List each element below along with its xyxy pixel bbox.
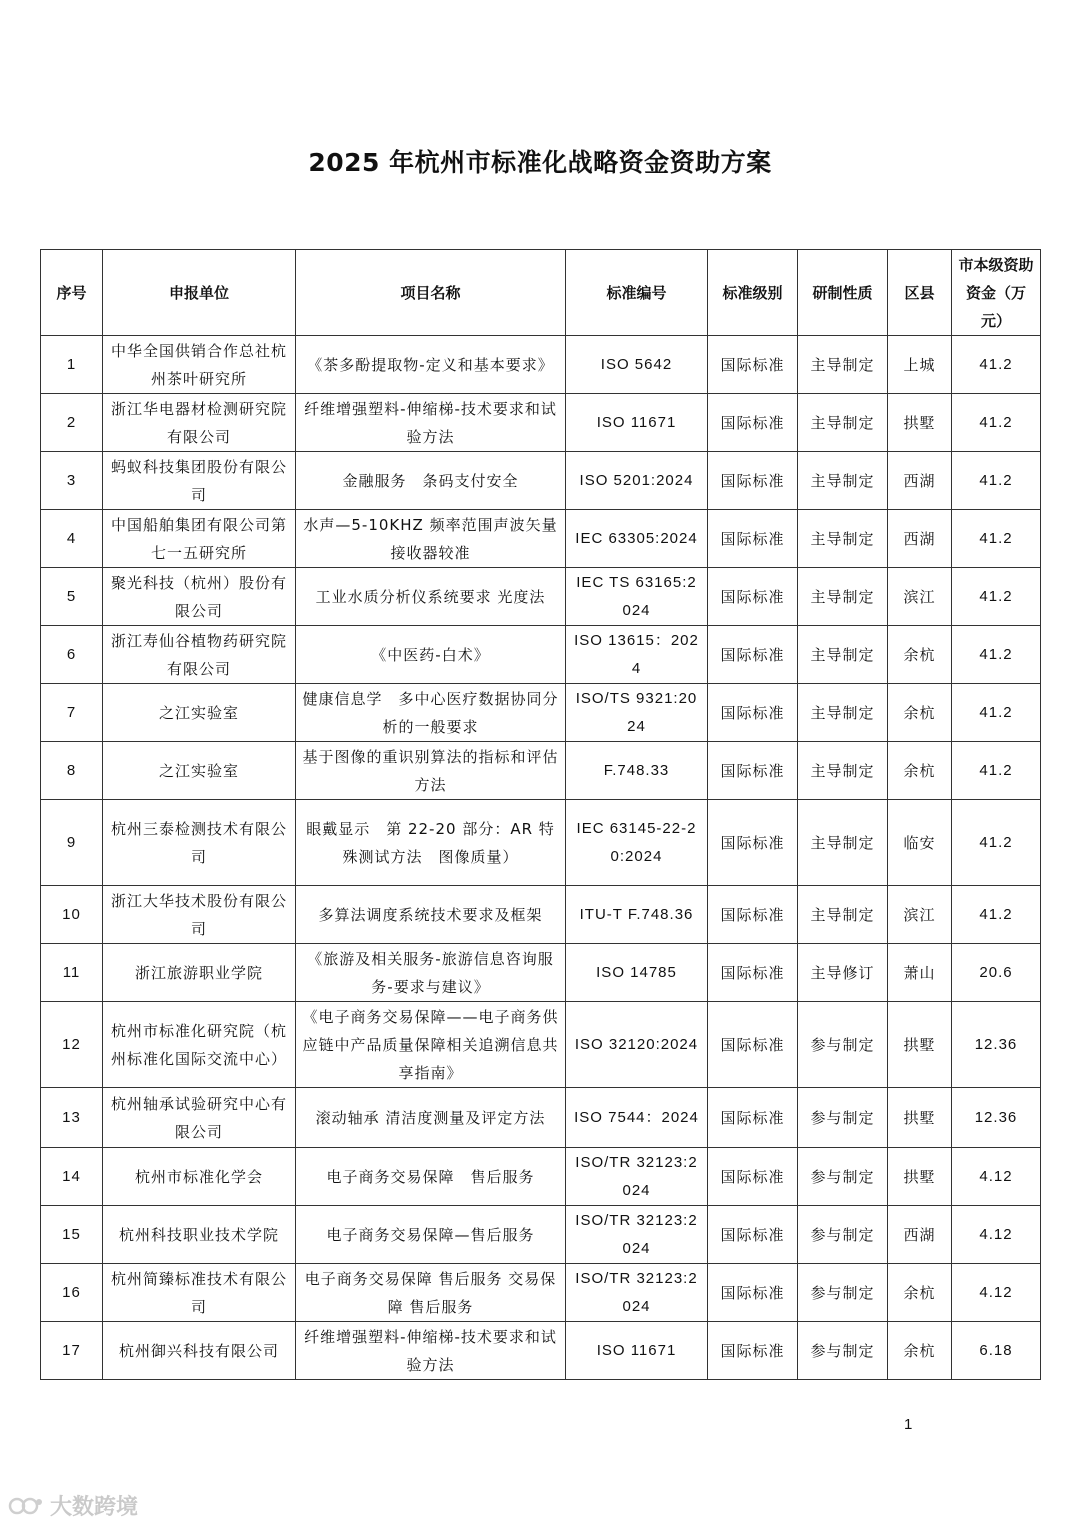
cell-standard-no: ISO 13615：2024 — [566, 626, 708, 684]
table-row — [41, 1322, 1041, 1380]
cell-applicant: 蚂蚁科技集团股份有限公司 — [103, 452, 296, 510]
cell-index: 8 — [41, 742, 103, 800]
cell-district: 拱墅 — [888, 1148, 952, 1206]
cell-index: 5 — [41, 568, 103, 626]
funding-table — [40, 249, 1041, 1380]
cell-applicant: 之江实验室 — [103, 684, 296, 742]
cell-applicant: 杭州市标准化研究院（杭州标准化国际交流中心） — [103, 1002, 296, 1088]
cell-index: 2 — [41, 394, 103, 452]
cell-project: 多算法调度系统技术要求及框架 — [296, 886, 566, 944]
cell-district: 临安 — [888, 800, 952, 886]
table-row — [41, 452, 1041, 510]
table-row — [41, 1088, 1041, 1148]
cell-fund: 4.12 — [952, 1148, 1041, 1206]
cell-project: 健康信息学 多中心医疗数据协同分析的一般要求 — [296, 684, 566, 742]
cell-index: 10 — [41, 886, 103, 944]
cell-nature: 参与制定 — [798, 1264, 888, 1322]
cell-index: 1 — [41, 336, 103, 394]
cell-standard-no: ITU-T F.748.36 — [566, 886, 708, 944]
cell-level: 国际标准 — [708, 944, 798, 1002]
cell-district: 滨江 — [888, 568, 952, 626]
cell-level: 国际标准 — [708, 1264, 798, 1322]
watermark — [8, 1490, 138, 1521]
cell-project: 电子商务交易保障 售后服务 交易保障 售后服务 — [296, 1264, 566, 1322]
cell-standard-no: ISO/TR 32123:2024 — [566, 1148, 708, 1206]
cell-district: 滨江 — [888, 886, 952, 944]
table-row — [41, 1002, 1041, 1088]
cell-standard-no: ISO/TR 32123:2024 — [566, 1264, 708, 1322]
cell-applicant: 浙江寿仙谷植物药研究院有限公司 — [103, 626, 296, 684]
cell-level: 国际标准 — [708, 886, 798, 944]
cell-nature: 主导制定 — [798, 510, 888, 568]
cell-standard-no: ISO 5201:2024 — [566, 452, 708, 510]
cell-level: 国际标准 — [708, 1206, 798, 1264]
cell-district: 西湖 — [888, 452, 952, 510]
cell-fund: 6.18 — [952, 1322, 1041, 1380]
cell-nature: 主导制定 — [798, 452, 888, 510]
cell-project: 电子商务交易保障 售后服务 — [296, 1148, 566, 1206]
cell-district: 上城 — [888, 336, 952, 394]
cell-level: 国际标准 — [708, 1148, 798, 1206]
watermark-logo-icon — [8, 1494, 44, 1518]
cell-project: 《中医药-白术》 — [296, 626, 566, 684]
cell-index: 17 — [41, 1322, 103, 1380]
cell-fund: 41.2 — [952, 394, 1041, 452]
header-applicant: 申报单位 — [103, 250, 296, 336]
header-fund: 市本级资助资金（万元） — [952, 250, 1041, 336]
cell-standard-no: ISO 11671 — [566, 1322, 708, 1380]
cell-index: 16 — [41, 1264, 103, 1322]
cell-project: 纤维增强塑料-伸缩梯-技术要求和试验方法 — [296, 1322, 566, 1380]
cell-level: 国际标准 — [708, 626, 798, 684]
cell-district: 余杭 — [888, 742, 952, 800]
cell-index: 6 — [41, 626, 103, 684]
cell-index: 11 — [41, 944, 103, 1002]
cell-district: 余杭 — [888, 626, 952, 684]
cell-applicant: 杭州简臻标准技术有限公司 — [103, 1264, 296, 1322]
table-row — [41, 394, 1041, 452]
cell-applicant: 浙江华电器材检测研究院有限公司 — [103, 394, 296, 452]
table-row — [41, 336, 1041, 394]
cell-fund: 41.2 — [952, 684, 1041, 742]
cell-nature: 参与制定 — [798, 1088, 888, 1148]
cell-district: 拱墅 — [888, 1088, 952, 1148]
header-level: 标准级别 — [708, 250, 798, 336]
cell-applicant: 杭州市标准化学会 — [103, 1148, 296, 1206]
cell-level: 国际标准 — [708, 394, 798, 452]
cell-project: 《茶多酚提取物-定义和基本要求》 — [296, 336, 566, 394]
cell-fund: 12.36 — [952, 1002, 1041, 1088]
table-header-row — [41, 250, 1041, 336]
cell-standard-no: IEC 63145-22-20:2024 — [566, 800, 708, 886]
cell-applicant: 杭州轴承试验研究中心有限公司 — [103, 1088, 296, 1148]
cell-fund: 41.2 — [952, 800, 1041, 886]
cell-fund: 4.12 — [952, 1264, 1041, 1322]
page-title: 2025 年杭州市标准化战略资金资助方案 — [308, 148, 772, 177]
cell-applicant: 之江实验室 — [103, 742, 296, 800]
cell-standard-no: ISO/TR 32123:2024 — [566, 1206, 708, 1264]
cell-district: 拱墅 — [888, 394, 952, 452]
cell-district: 萧山 — [888, 944, 952, 1002]
cell-index: 13 — [41, 1088, 103, 1148]
cell-project: 工业水质分析仪系统要求 光度法 — [296, 568, 566, 626]
cell-level: 国际标准 — [708, 742, 798, 800]
cell-district: 余杭 — [888, 1264, 952, 1322]
cell-fund: 41.2 — [952, 336, 1041, 394]
cell-index: 14 — [41, 1148, 103, 1206]
cell-applicant: 杭州科技职业技术学院 — [103, 1206, 296, 1264]
cell-nature: 主导制定 — [798, 626, 888, 684]
header-nature: 研制性质 — [798, 250, 888, 336]
table-row — [41, 568, 1041, 626]
page-number: 1 — [904, 1416, 913, 1433]
cell-project: 《电子商务交易保障——电子商务供应链中产品质量保障相关追溯信息共享指南》 — [296, 1002, 566, 1088]
cell-applicant: 浙江旅游职业学院 — [103, 944, 296, 1002]
cell-standard-no: ISO 5642 — [566, 336, 708, 394]
cell-fund: 41.2 — [952, 886, 1041, 944]
cell-project: 《旅游及相关服务-旅游信息咨询服务-要求与建议》 — [296, 944, 566, 1002]
table-row — [41, 1148, 1041, 1206]
table-row — [41, 1206, 1041, 1264]
cell-nature: 主导制定 — [798, 394, 888, 452]
header-index: 序号 — [41, 250, 103, 336]
cell-nature: 参与制定 — [798, 1148, 888, 1206]
cell-level: 国际标准 — [708, 1088, 798, 1148]
table-row — [41, 742, 1041, 800]
cell-nature: 主导制定 — [798, 886, 888, 944]
table-row — [41, 800, 1041, 886]
cell-nature: 主导制定 — [798, 684, 888, 742]
cell-fund: 41.2 — [952, 742, 1041, 800]
cell-project: 电子商务交易保障—售后服务 — [296, 1206, 566, 1264]
cell-fund: 41.2 — [952, 510, 1041, 568]
cell-project: 金融服务 条码支付安全 — [296, 452, 566, 510]
cell-district: 西湖 — [888, 510, 952, 568]
cell-nature: 参与制定 — [798, 1002, 888, 1088]
watermark-text: 大数跨境 — [50, 1495, 139, 1520]
header-district: 区县 — [888, 250, 952, 336]
cell-applicant: 杭州三泰检测技术有限公司 — [103, 800, 296, 886]
cell-nature: 主导制定 — [798, 336, 888, 394]
cell-fund: 41.2 — [952, 626, 1041, 684]
cell-index: 9 — [41, 800, 103, 886]
cell-level: 国际标准 — [708, 568, 798, 626]
cell-index: 12 — [41, 1002, 103, 1088]
cell-fund: 41.2 — [952, 452, 1041, 510]
cell-project: 纤维增强塑料-伸缩梯-技术要求和试验方法 — [296, 394, 566, 452]
cell-fund: 41.2 — [952, 568, 1041, 626]
cell-index: 15 — [41, 1206, 103, 1264]
table-row — [41, 886, 1041, 944]
table-row — [41, 944, 1041, 1002]
cell-district: 拱墅 — [888, 1002, 952, 1088]
cell-level: 国际标准 — [708, 684, 798, 742]
cell-applicant: 杭州御兴科技有限公司 — [103, 1322, 296, 1380]
cell-standard-no: IEC TS 63165:2024 — [566, 568, 708, 626]
cell-district: 西湖 — [888, 1206, 952, 1264]
cell-project: 水声—5-10KHZ 频率范围声波矢量接收器较准 — [296, 510, 566, 568]
cell-fund: 4.12 — [952, 1206, 1041, 1264]
table-body — [41, 336, 1041, 1380]
cell-index: 3 — [41, 452, 103, 510]
cell-level: 国际标准 — [708, 800, 798, 886]
cell-level: 国际标准 — [708, 336, 798, 394]
cell-nature: 主导制定 — [798, 800, 888, 886]
cell-nature: 主导修订 — [798, 944, 888, 1002]
cell-standard-no: F.748.33 — [566, 742, 708, 800]
cell-applicant: 中国船舶集团有限公司第七一五研究所 — [103, 510, 296, 568]
cell-level: 国际标准 — [708, 1322, 798, 1380]
cell-nature: 参与制定 — [798, 1322, 888, 1380]
cell-level: 国际标准 — [708, 1002, 798, 1088]
cell-nature: 主导制定 — [798, 568, 888, 626]
cell-standard-no: ISO 11671 — [566, 394, 708, 452]
cell-standard-no: ISO 7544：2024 — [566, 1088, 708, 1148]
header-project: 项目名称 — [296, 250, 566, 336]
table-row — [41, 1264, 1041, 1322]
cell-nature: 主导制定 — [798, 742, 888, 800]
cell-district: 余杭 — [888, 684, 952, 742]
cell-level: 国际标准 — [708, 452, 798, 510]
cell-applicant: 浙江大华技术股份有限公司 — [103, 886, 296, 944]
cell-applicant: 中华全国供销合作总社杭州茶叶研究所 — [103, 336, 296, 394]
cell-standard-no: ISO/TS 9321:2024 — [566, 684, 708, 742]
table-row — [41, 510, 1041, 568]
cell-fund: 12.36 — [952, 1088, 1041, 1148]
cell-index: 4 — [41, 510, 103, 568]
table-row — [41, 626, 1041, 684]
table-row — [41, 684, 1041, 742]
cell-project: 滚动轴承 清洁度测量及评定方法 — [296, 1088, 566, 1148]
cell-index: 7 — [41, 684, 103, 742]
cell-fund: 20.6 — [952, 944, 1041, 1002]
cell-standard-no: ISO 32120:2024 — [566, 1002, 708, 1088]
cell-standard-no: IEC 63305:2024 — [566, 510, 708, 568]
cell-nature: 参与制定 — [798, 1206, 888, 1264]
header-standard-no: 标准编号 — [566, 250, 708, 336]
cell-project: 眼戴显示 第 22-20 部分：AR 特殊测试方法 图像质量） — [296, 800, 566, 886]
cell-project: 基于图像的重识别算法的指标和评估方法 — [296, 742, 566, 800]
cell-applicant: 聚光科技（杭州）股份有限公司 — [103, 568, 296, 626]
cell-level: 国际标准 — [708, 510, 798, 568]
cell-district: 余杭 — [888, 1322, 952, 1380]
cell-standard-no: ISO 14785 — [566, 944, 708, 1002]
